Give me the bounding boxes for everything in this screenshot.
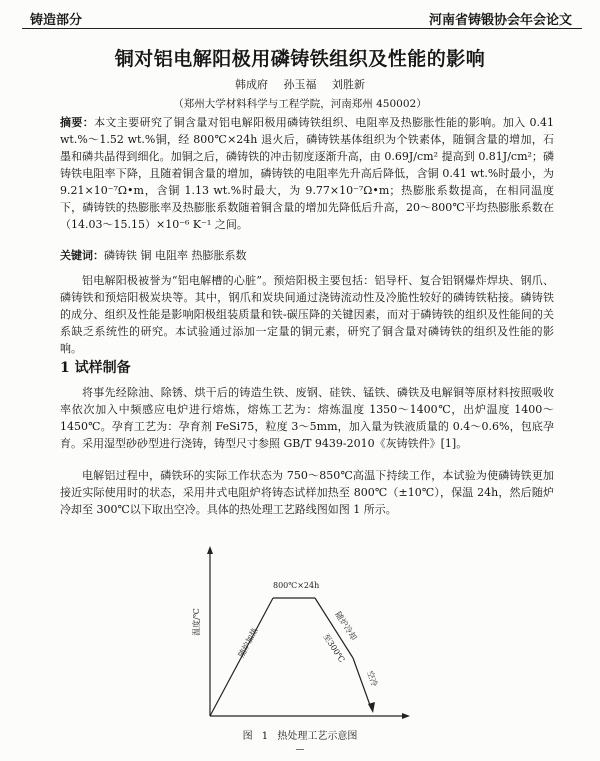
affiliation: （郑州大学材料科学与工程学院，河南郑州 450002） bbox=[173, 98, 427, 110]
keywords-text: 磷铸铁 铜 电阻率 热膨胀系数 bbox=[104, 249, 247, 262]
page-number: — bbox=[295, 745, 305, 755]
body-paragraph-1: 将事先经除油、除锈、烘干后的铸造生铁、废钢、硅铁、锰铁、磷铁及电解铜等原材料按照吸收率依次加入中频感应电炉进行熔炼，熔炼工艺为：熔炼温度 1350～1400℃，出炉温度 1400～1450℃。孕育工艺为：孕育剂 FeSi75，粒度 3～5mm，加入量为铁液质量的 0.4～0.6%，包底孕育。采用湿型砂砂型进行浇铸，铸型尺寸参照 GB/T 9439-2010《灰铸铁件》[1]。 bbox=[60, 386, 554, 450]
header-journal-label: 河南省铸锻协会年会论文 bbox=[428, 13, 572, 28]
header-section-label: 铸造部分 bbox=[30, 13, 83, 28]
y-axis-arrow bbox=[207, 546, 213, 554]
heat-treatment-diagram bbox=[185, 540, 415, 722]
paper-title: 铜对铝电解阳极用磷铸铁组织及性能的影响 bbox=[114, 48, 486, 70]
abstract-text: 本文主要研究了铜含量对铝电解阳极用磷铸铁组织、电阻率及热膨胀性能的影响。加入 0.41 wt.%～1.52 wt.%铜，经 800℃×24h 退火后，磷铸铁基体组织为个铁素体，随铜含量的增加，石墨和磷共晶得到细化。加铜之后，磷铸铁的冲击韧度逐渐升高，由 0.69J/cm² 提高到 0.81J/cm²；磷铸铁电阻率下降，且随着铜含量的增加，磷铸铁的电阻率先升高后降低，含铜 0.41 wt.%时最小，为 9.21×10⁻⁷Ω•m，含铜 1.13 wt.%时最大，为 9.77×10⁻⁷Ω•m；热膨胀系数提高，在相同温度下，磷铸铁的热膨胀率及热膨胀系数随着铜含量的增加先降低后升高，20～800℃平均热膨胀系数在（14.03～15.15）×10⁻⁶ K⁻¹ 之间。 bbox=[60, 116, 554, 231]
hold-label: 800℃×24h bbox=[273, 581, 320, 590]
authors: 韩成府 孙玉福 刘胜新 bbox=[235, 78, 365, 91]
body-paragraph-2: 电解铝过程中，磷铁环的实际工作状态为 750～850℃高温下持续工作，本试验为使磷铸铁更加接近实际使用时的状态，采用井式电阻炉将铸态试样加热至 800℃（±10℃），保温 24h，然后随炉冷却至 300℃以下取出空冷。具体的热处理工艺路线图如图 1 所示。 bbox=[60, 469, 554, 516]
air-cool-label: 空冷 bbox=[365, 669, 380, 688]
keywords-label: 关键词： bbox=[60, 249, 104, 262]
abstract-label: 摘要： bbox=[60, 116, 95, 129]
cool-target-label: 至300℃ bbox=[321, 632, 347, 665]
intro-paragraph: 铝电解阳极被誉为“铝电解槽的心脏”。预焙阳极主要包括：铝导杆、复合铝钢爆炸焊块、钢爪、磷铸铁和预焙阳极炭块等。其中，钢爪和炭块间通过浇铸流动性及冷脆性较好的磷铸铁粘接。磷铸铁的成分、组织及性能是影响阳极组装质量和铁-碳压降的关键因素，而对于磷铸铁的组织及性能间的关系缺乏系统性的研究。本试验通过添加一定量的铜元素，研究了铜含量对磷铸铁的组织及性能的影响。 bbox=[60, 274, 554, 355]
x-axis-arrow bbox=[402, 713, 410, 719]
page-header bbox=[0, 0, 600, 32]
cooling-label: 随炉冷却 bbox=[333, 610, 359, 642]
figure-caption: 图 1 热处理工艺示意图 bbox=[242, 731, 358, 742]
header-rule bbox=[22, 28, 582, 29]
keywords bbox=[60, 247, 554, 264]
section-heading: 1 试样制备 bbox=[60, 360, 131, 376]
y-axis-label: 温度/℃ bbox=[192, 608, 201, 636]
air-cooling-curve bbox=[353, 658, 371, 708]
abstract bbox=[60, 114, 554, 233]
heating-label: 随炉加热 bbox=[236, 626, 260, 659]
